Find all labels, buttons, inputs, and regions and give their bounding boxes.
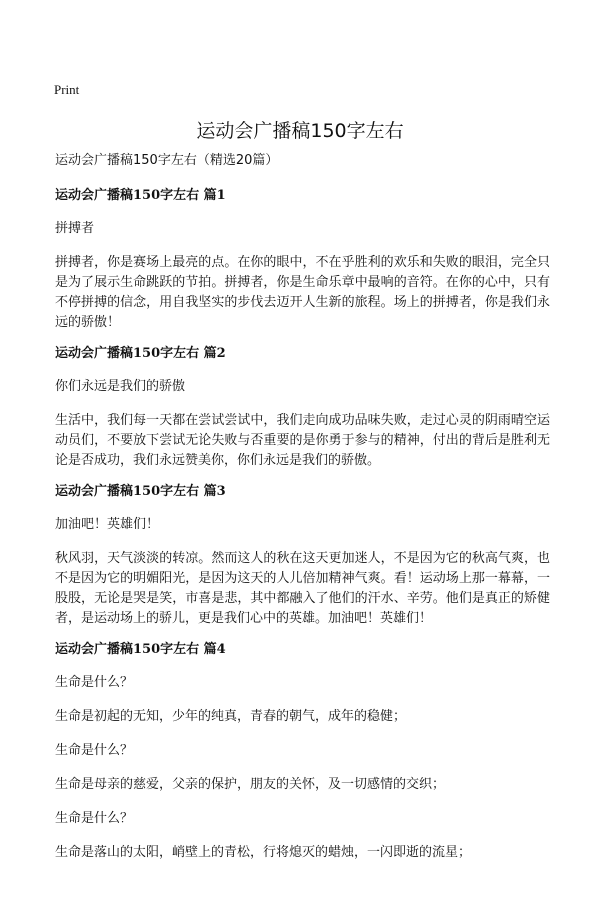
section-paragraph: 秋风羽，天气淡淡的转凉。然而这人的秋在这天更加迷人，不是因为它的秋高气爽，也不是因为它的明媚阳光，是因为这天的人儿倍加精神气爽。看！运动场上那一幕幕，一股股，无论是哭是笑，市喜是悲，其中都融入了他们的汗水、辛劳。他们是真正的矫健者，是运动场上的骄儿，更是我们心中的英雄。加油吧！英雄们！ <box>55 551 550 626</box>
section-paragraph: 生命是落山的太阳，峭壁上的青松，行将熄灭的蜡烛，一闪即逝的流星； <box>55 845 472 860</box>
section-paragraph: 加油吧！英雄们！ <box>55 517 160 532</box>
section-paragraph: 生命是什么？ <box>55 811 134 826</box>
section-3 <box>55 483 550 629</box>
section-4 <box>55 641 550 863</box>
section-paragraph: 生命是什么？ <box>55 743 134 758</box>
section-heading: 运动会广播稿150字左右 篇3 <box>55 484 226 499</box>
print-link[interactable]: Print <box>54 82 80 97</box>
section-heading: 运动会广播稿150字左右 篇2 <box>55 346 226 361</box>
section-paragraph: 拼搏者 <box>55 221 95 236</box>
section-paragraph: 生命是什么？ <box>55 675 134 690</box>
section-paragraph: 生命是母亲的慈爱，父亲的保护，朋友的关怀，及一切感情的交织； <box>55 777 446 792</box>
section-2 <box>55 345 550 471</box>
section-paragraph: 拼搏者，你是赛场上最亮的点。在你的眼中，不在乎胜利的欢乐和失败的眼泪，完全只是为了展示生命跳跃的节拍。拼搏者，你是生命乐章中最响的音符。在你的心中，只有不停拼搏的信念，用自我坚实的步伐去迈开人生新的旅程。场上的拼搏者，你是我们永远的骄傲！ <box>55 255 550 330</box>
section-paragraph: 生活中，我们每一天都在尝试尝试中，我们走向成功品味失败，走过心灵的阴雨晴空运动员们，不要放下尝试无论失败与否重要的是你勇于参与的精神，付出的背后是胜利无论是否成功，我们永远赞美你，你们永远是我们的骄傲。 <box>55 413 550 468</box>
section-paragraph: 生命是初起的无知，少年的纯真，青春的朝气，成年的稳健； <box>55 709 407 724</box>
page-title: 运动会广播稿150字左右 <box>196 120 404 142</box>
document-content <box>55 152 550 877</box>
section-paragraph: 你们永远是我们的骄傲 <box>55 379 186 394</box>
section-1 <box>55 187 550 333</box>
document-subtitle: 运动会广播稿150字左右（精选20篇） <box>55 153 279 168</box>
section-heading: 运动会广播稿150字左右 篇4 <box>55 642 226 657</box>
section-heading: 运动会广播稿150字左右 篇1 <box>55 188 226 203</box>
